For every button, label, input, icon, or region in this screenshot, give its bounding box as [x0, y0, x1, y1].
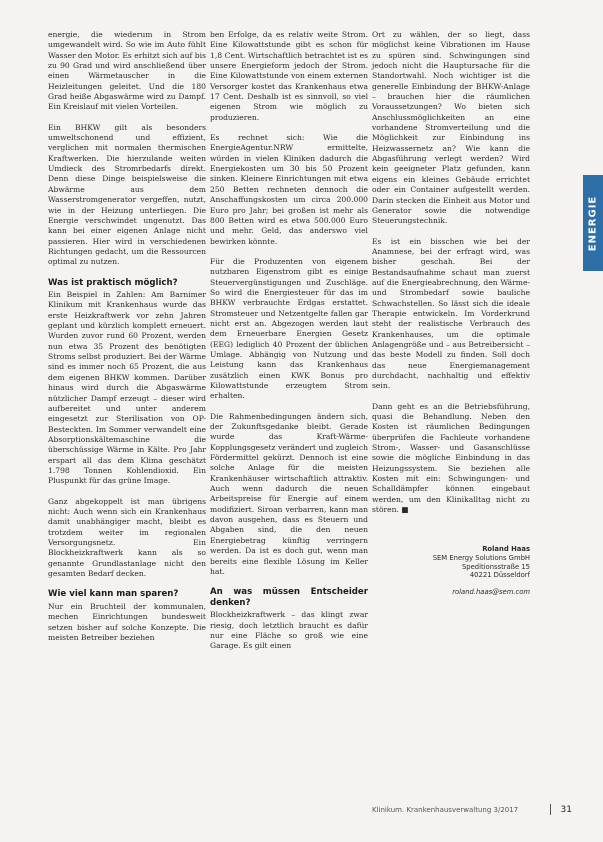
paragraph: Ort zu wählen, der so liegt, dass möglichst keine Vibrationen im Hause zu spüren sind. Schwingungen sind jedoch nicht die Hauptursache für die Standortwahl. Noch wichtiger ist die generelle Einbindung der BHKW-Anlage – brauchen hier die räumlichen Voraussetzungen? Wo bieten sich Anschlussmöglichkeiten an eine vorhandene Stromverteilung und die Möglichkeit zur Einbindung ins Heizwassernetz an? Wie kann die Abgasführung verlegt werden? Wird kein geeigneter Platz gefunden, kann eigens ein kleines Gebäude errichtet oder ein Container aufgestellt werden. Darin stecken die Einheit aus Motor und Generator sowie die notwendige Steuerungstechnik. — [372, 30, 530, 226]
paragraph: Es ist ein bisschen wie bei der Anamnese, bei der erfragt wird, was bisher geschah. Bei der Bestandsaufnahme schaut man zuerst auf die Energieabrechnung, den Wärme- und Strombedarf sowie bauliche Schwachstellen. So lässt sich die ideale Therapie entwickeln. Im Vorderkrund steht der realistische Verbrauch des Krankenhauses, um die optimale Anlagengröße und – aus Betreibersicht – das beste Modell zu finden. Soll doch das neue Energiemanagement durchdacht, nachhaltig und effektiv sein. — [372, 236, 530, 391]
paragraph: Dann geht es an die Betriebsführung, quasi die Behandlung. Neben den Kosten ist räumlichen Bedingungen überprüfen die Fachleute vorhandene Strom-, Wasser- und Gasanschlüsse sowie die mögliche Einbindung in das Heizungssystem. Sie beziehen alle Kosten mit ein: Schwingungen- und Schalldämpfer können eingebaut werden, um den Klinikalltag nicht zu stören. ■ — [372, 401, 530, 515]
text-column-3 — [372, 30, 530, 596]
section-tab-label: ENERGIE — [587, 195, 599, 251]
author-company: SEM Energy Solutions GmbH — [432, 554, 530, 563]
paragraph: ben Erfolge, da es relativ weite Strom. Eine Kilowattstunde gibt es schon für 1,8 Cent. Wirtschaftlich betrachtet ist es unsere Energieform jedoch der Strom. Eine Kilowattstunde von einem externen Versorger kostet das Krankenhaus etwa 17 Cent. Deshalb ist es sinnvoll, so viel eigenen Strom wie möglich zu produzieren. — [210, 30, 368, 122]
section-heading: Wie viel kann man sparen? — [48, 589, 179, 600]
paragraph: Ein Beispiel in Zahlen: Am Barnimer Klinikum mit Krankenhaus wurde das erste Heizkraftwerk vor zehn Jahren geplant und kürzlich komplett erneuert. Wurden zuvor rund 60 Prozent, werden nun etwa 35 Prozent des benötigten Stroms selbst produziert. Bei der Wärme sind es immer noch 65 Prozent, die aus dem eigenen BHKW kommen. Darüber hinaus wird durch die Abgaswärme nützlicher Dampf erzeugt – dieser wird aufbereitet und unter anderem eingesetzt zur Sterilisation von OP-Besteckten. Im Sommer verwandelt eine Absorptionskältemaschine die überschüssige Wärme in Kälte. Pro Jahr erspart all das dem Klima geschätzt 1.798 Tonnen Kohlendioxid. Ein Pluspunkt für das grüne Image. — [48, 290, 206, 486]
page-footer — [372, 804, 572, 815]
publication-name: Klinikum. Krankenhausverwaltung 3/2017 — [372, 805, 519, 814]
footer-divider — [550, 804, 551, 815]
author-email-link[interactable]: roland.haas@sem.com — [452, 587, 530, 596]
author-name: Roland Haas — [482, 545, 530, 554]
paragraph: Nur ein Bruchteil der kommunalen, mechen Einrichtungen bundesweit setzen bisher auf solche Konzepte. Die meisten Betreiber beziehen — [48, 601, 206, 642]
text-column-2 — [210, 30, 368, 662]
section-heading: Was ist praktisch möglich? — [48, 277, 178, 288]
paragraph: Ganz abgekoppelt ist man übrigens nicht: Auch wenn sich ein Krankenhaus damit unabhängiger macht, bleibt es trotzdem weiter im regionalen Versorgungsnetz. Ein Blockheizkraftwerk kann als so genannte Grundlastanlage nicht den gesamten Bedarf decken. — [48, 496, 206, 578]
paragraph: Die Rahmenbedingungen ändern sich, der Zukunftsgedanke bleibt. Gerade wurde das Kraft-Wärme-Kopplungsgesetz verändert und zugleich Fördermittel gekürzt. Dennoch ist eine solche Anlage für die meisten Krankenhäuser wirtschaftlich attraktiv. Auch wenn dadurch die neuen Arbeitspreise für Energie auf einem modifiziert. Siroan verbarren, kann man davon ausgehen, dass es Steuern und Abgaben sind, die den neuen Energiebetrag künftig verringern werden. Da ist es doch gut, wenn man bereits eine flexible Lösung im Keller hat. — [210, 411, 368, 576]
paragraph: Ein BHKW gilt als besonders umweltschonend und effizient, verglichen mit normalen thermischen Kraftwerken. Die hierzulande weiten Umdieck des Stromrbedarfs direkt. Denn diese Dinge beispielsweise die Abwärme aus dem Wasserstromgenerator vergeffen, nutzt, wie in der Heizung unterliegen. Die Energie verschwindet ungenutzt. Das kann bei einer eigenen Anlage nicht passieren. Hier wird in verschiedenen Richtungen gedacht, um die Ressourcen optimal zu nutzen. — [48, 122, 206, 267]
paragraph: Für die Produzenten von eigenem nutzbaren Eigenstrom gibt es einige Steuervergünstigungen und Zuschläge. So wird die Energiesteuer für das im BHKW verbrauchte Erdgas erstattet. Stromsteuer und Netzentgelte fallen gar nicht erst an. Abgezogen werden laut dem Erneuerbare Energien Gesetz (EEG) lediglich 40 Prozent der üblichen Umlage. Abhängig von Nutzung und Leistung kann das Krankenhaus zusätzlich einen KWK Bonus pro Kilowattstunde erzeugtem Strom erhalten. — [210, 256, 368, 401]
paragraph: energie, die wiederum in Strom umgewandelt wird. So wie im Auto fühlt Wasser den Motor. Es erhitzt sich auf bis zu 90 Grad und wird anschließend über einen Wärmetauscher in die Heizleitungen geleitet. Und die 180 Grad heiße Abgaswärme wird zu Dampf. Ein Kreislauf mit vielen Vorteilen. — [48, 30, 206, 112]
page-number: 31 — [560, 804, 572, 815]
section-tab — [583, 175, 603, 271]
paragraph: Blockheizkraftwerk – das klingt zwar riesig, doch letztlich braucht es dafür nur eine Fläche so groß wie eine Garage. Es gilt einen — [210, 610, 368, 651]
author-box — [372, 545, 530, 596]
author-street: Speditionsstraße 15 — [461, 562, 530, 571]
section-heading: An was müssen Entscheider denken? — [210, 587, 368, 608]
text-column-1 — [48, 30, 206, 653]
author-city: 40221 Düsseldorf — [469, 571, 530, 580]
paragraph: Es rechnet sich: Wie die EnergieAgentur.NRW ermittelte, würden in vielen Kliniken dadurch die Energiekosten um 30 bis 50 Prozent sinken. Kleinere Einrichtungen mit etwa 250 Betten rechneten dennoch die Anschaffungskosten um circa 200.000 Euro pro Jahr; bei großen ist mehr als 800 Betten wird es etwa 500.000 Euro und mehr. Geld, das anderswo viel bewirken könnte. — [210, 133, 368, 246]
